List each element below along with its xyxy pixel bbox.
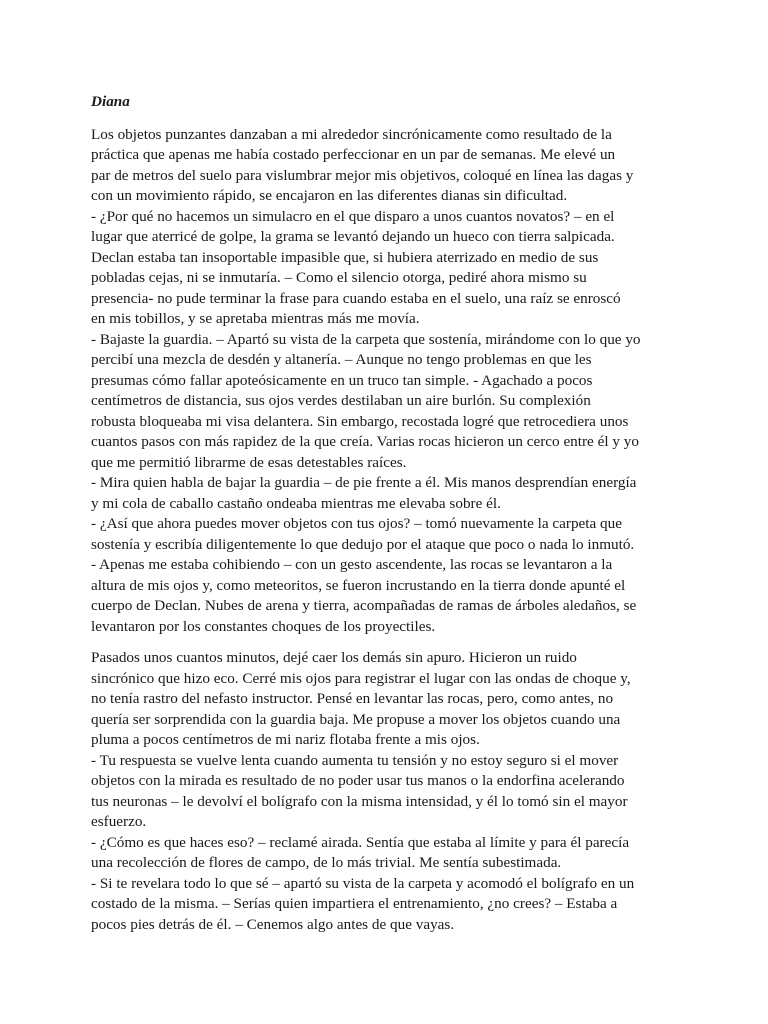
text-line: par de metros del suelo para vislumbrar mejor mis objetivos, coloqué en línea las dagas y: [91, 166, 634, 184]
text-line: - ¿Así que ahora puedes mover objetos con tus ojos? – tomó nuevamente la carpeta que: [91, 515, 622, 532]
text-line: - Tu respuesta se vuelve lenta cuando aumenta tu tensión y no estoy seguro si el mover: [91, 751, 619, 769]
paragraph: [91, 555, 683, 637]
text-line: robusta bloqueaba mi visa delantera. Sin embargo, recostada logré que retrocediera unos: [91, 412, 629, 430]
text-line: una recolección de flores de campo, de lo más trivial. Me sentía subestimada.: [91, 854, 562, 871]
paragraph: [91, 874, 683, 936]
text-line: no tenía rastro del nefasto instructor. Pensé en levantar las rocas, pero, como antes, no: [91, 690, 614, 707]
text-line: - Si te revelara todo lo que sé – apartó su vista de la carpeta y acomodó el bolígrafo en un: [91, 874, 635, 892]
text-line: esfuerzo.: [91, 813, 147, 830]
text-line: sincrónico que hizo eco. Cerré mis ojos para registrar el lugar con las ondas de choque y,: [91, 669, 631, 687]
text-line: - Apenas me estaba cohibiendo – con un gesto ascendente, las rocas se levantaron a la: [91, 556, 613, 573]
document-page: [91, 92, 683, 935]
text-line: en mis tobillos, y se apretaba mientras más me movía.: [91, 310, 420, 327]
text-line: sostenía y escribía diligentemente lo que dedujo por el ataque que poco o nada lo inmutó.: [91, 535, 635, 553]
text-line: cuerpo de Declan. Nubes de arena y tierra, acompañadas de ramas de árboles aledaños, se: [91, 597, 637, 614]
text-line: tus neuronas – le devolví el bolígrafo con la misma intensidad, y él lo tomó sin el mayor: [91, 792, 628, 810]
paragraph: [91, 125, 683, 207]
paragraph: [91, 207, 683, 330]
paragraph: [91, 514, 683, 555]
text-line: presencia- no pude terminar la frase para cuando estaba en el suelo, una raíz se enroscó: [91, 289, 621, 307]
text-line: pluma a pocos centímetros de mi nariz flotaba frente a mis ojos.: [91, 731, 480, 748]
text-line: pobladas cejas, ni se inmutaría. – Como el silencio otorga, pediré ahora mismo su: [91, 269, 587, 286]
text-line: percibí una mezcla de desdén y altanería. – Aunque no tengo problemas en que les: [91, 351, 592, 368]
text-line: práctica que apenas me había costado perfeccionar en un par de semanas. Me elevé un: [91, 146, 616, 163]
document-title: Diana: [91, 93, 130, 110]
text-line: costado de la misma. – Serías quien impartiera el entrenamiento, ¿no crees? – Estaba a: [91, 895, 618, 912]
text-line: - ¿Por qué no hacemos un simulacro en el que disparo a unos cuantos novatos? – en el: [91, 207, 615, 225]
text-line: y mi cola de caballo castaño ondeaba mientras me elevaba sobre él.: [91, 494, 501, 512]
text-line: - ¿Cómo es que haces eso? – reclamé airada. Sentía que estaba al límite y para él parecía: [91, 833, 630, 851]
text-line: Los objetos punzantes danzaban a mi alrededor sincrónicamente como resultado de la: [91, 125, 612, 143]
text-line: con un movimiento rápido, se encajaron en las diferentes dianas sin dificultad.: [91, 187, 568, 204]
text-section-2: [91, 648, 683, 935]
paragraph: [91, 648, 683, 751]
text-section-1: [91, 125, 683, 638]
text-line: - Bajaste la guardia. – Apartó su vista de la carpeta que sostenía, mirándome con lo que yo: [91, 330, 641, 348]
paragraph: [91, 751, 683, 833]
text-line: - Mira quien habla de bajar la guardia – de pie frente a él. Mis manos desprendían energía: [91, 474, 637, 491]
text-line: Pasados unos cuantos minutos, dejé caer los demás sin apuro. Hicieron un ruido: [91, 649, 577, 666]
text-line: objetos con la mirada es resultado de no poder usar tus manos o la endorfina acelerando: [91, 772, 625, 789]
text-line: centímetros de distancia, sus ojos verdes destilaban un aire burlón. Su complexión: [91, 392, 591, 409]
paragraph: [91, 833, 683, 874]
text-line: pocos pies detrás de él. – Cenemos algo antes de que vayas.: [91, 915, 455, 933]
paragraph: [91, 330, 683, 474]
text-line: presumas cómo fallar apoteósicamente en un truco tan simple. - Agachado a pocos: [91, 371, 593, 389]
text-line: cuantos pasos con más rapidez de la que creía. Varias rocas hicieron un cerco entre él y yo: [91, 433, 639, 450]
text-line: quería ser sorprendida con la guardia baja. Me propuse a mover los objetos cuando una: [91, 710, 621, 728]
text-line: lugar que aterricé de golpe, la grama se levantó dejando un hueco con tierra salpicada.: [91, 228, 615, 245]
text-line: que me permitió librarme de esas detestables raíces.: [91, 453, 407, 471]
paragraph: [91, 473, 683, 514]
text-line: levantaron por los constantes choques de los proyectiles.: [91, 617, 436, 635]
text-line: altura de mis ojos y, como meteoritos, se fueron incrustando en la tierra donde apunté el: [91, 576, 626, 594]
text-line: Declan estaba tan insoportable impasible que, si hubiera aterrizado en medio de sus: [91, 248, 599, 266]
